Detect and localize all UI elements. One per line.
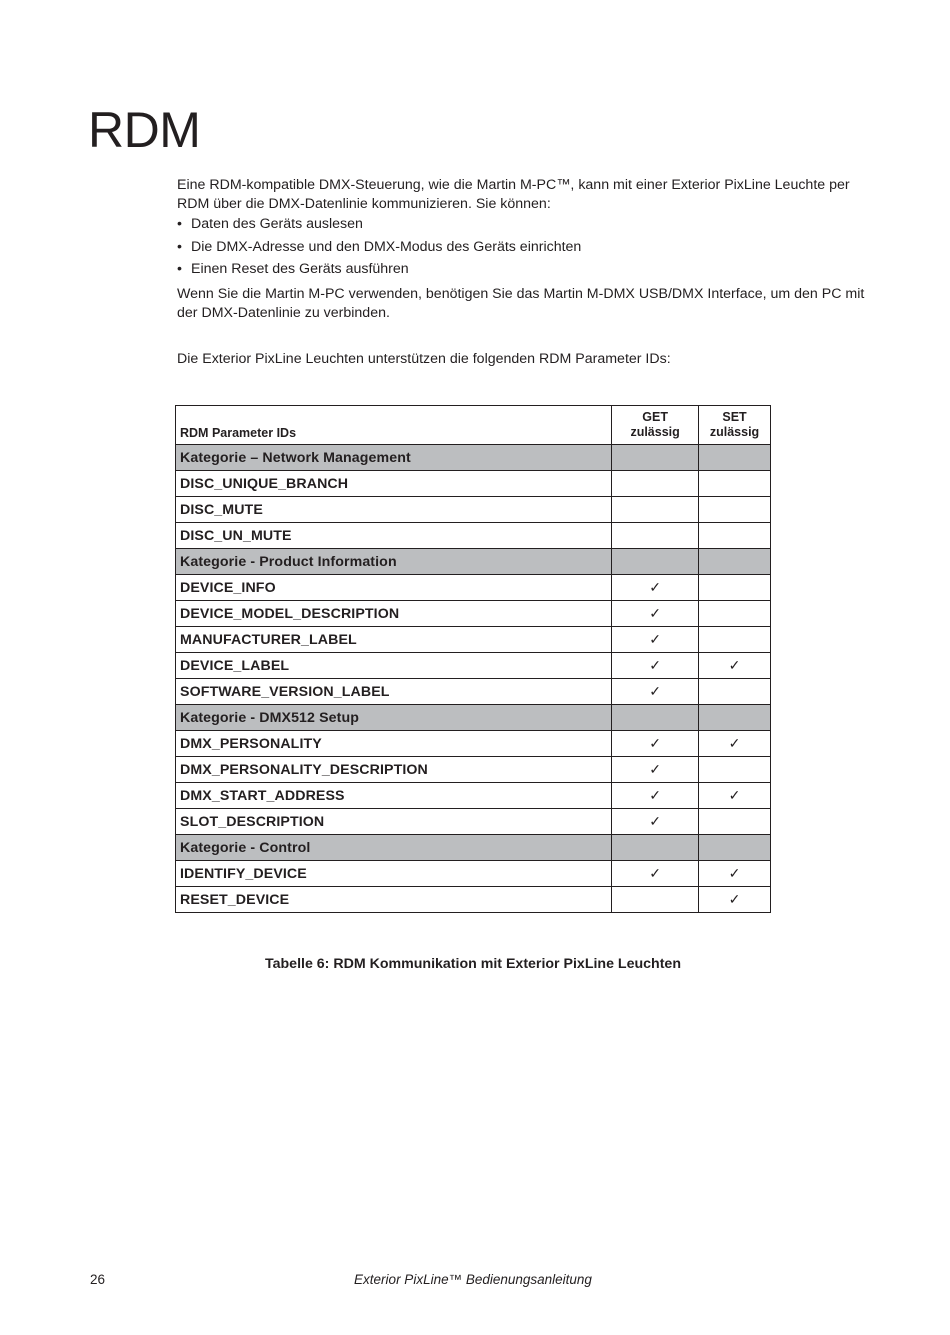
capabilities-list xyxy=(177,215,581,283)
get-allowed-cell xyxy=(612,757,699,783)
get-allowed-cell xyxy=(612,523,699,549)
table-row xyxy=(176,731,771,757)
checkmark-icon: ✓ xyxy=(649,761,661,777)
set-allowed-cell xyxy=(699,627,771,653)
category-label: Kategorie - Product Information xyxy=(176,549,612,575)
checkmark-icon: ✓ xyxy=(649,631,661,647)
checkmark-icon: ✓ xyxy=(649,735,661,751)
get-allowed-cell xyxy=(612,653,699,679)
set-allowed-cell xyxy=(699,549,771,575)
checkmark-icon: ✓ xyxy=(728,891,741,907)
parameter-id: DMX_PERSONALITY_DESCRIPTION xyxy=(176,757,612,783)
set-allowed-cell xyxy=(699,835,771,861)
parameter-id: DEVICE_INFO xyxy=(176,575,612,601)
checkmark-icon: ✓ xyxy=(728,787,741,803)
column-header-get-line2: zulässig xyxy=(630,425,680,439)
list-item xyxy=(177,215,581,238)
parameter-id: DISC_MUTE xyxy=(176,497,612,523)
page-number: 26 xyxy=(90,1272,106,1287)
table-row xyxy=(176,471,771,497)
checkmark-icon: ✓ xyxy=(649,683,661,699)
list-item xyxy=(177,260,581,283)
parameter-id: DISC_UNIQUE_BRANCH xyxy=(176,471,612,497)
parameter-id: SOFTWARE_VERSION_LABEL xyxy=(176,679,612,705)
column-header-parameter: RDM Parameter IDs xyxy=(176,406,612,445)
get-allowed-cell xyxy=(612,783,699,809)
category-row xyxy=(176,445,771,471)
checkmark-icon: ✓ xyxy=(649,865,661,881)
table-caption: Tabelle 6: RDM Kommunikation mit Exterior PixLine Leuchten xyxy=(265,956,681,972)
checkmark-icon: ✓ xyxy=(649,657,661,673)
table-row xyxy=(176,861,771,887)
table-row xyxy=(176,575,771,601)
get-allowed-cell xyxy=(612,445,699,471)
set-allowed-cell xyxy=(699,809,771,835)
column-header-set xyxy=(699,406,771,445)
bullet-icon: • xyxy=(177,216,182,232)
page-title: RDM xyxy=(88,102,201,158)
list-item-text: Einen Reset des Geräts ausführen xyxy=(191,261,409,277)
set-allowed-cell xyxy=(699,575,771,601)
set-allowed-cell xyxy=(699,783,771,809)
checkmark-icon: ✓ xyxy=(728,657,741,673)
get-allowed-cell xyxy=(612,549,699,575)
parameter-id: DMX_PERSONALITY xyxy=(176,731,612,757)
set-allowed-cell xyxy=(699,653,771,679)
set-allowed-cell xyxy=(699,445,771,471)
parameter-id: IDENTIFY_DEVICE xyxy=(176,861,612,887)
table-row xyxy=(176,627,771,653)
get-allowed-cell xyxy=(612,471,699,497)
list-item xyxy=(177,238,581,261)
table-row xyxy=(176,523,771,549)
get-allowed-cell xyxy=(612,809,699,835)
list-item-text: Die DMX-Adresse und den DMX-Modus des Geräts einrichten xyxy=(191,238,582,255)
parameter-id: DMX_START_ADDRESS xyxy=(176,783,612,809)
set-allowed-cell xyxy=(699,523,771,549)
checkmark-icon: ✓ xyxy=(649,579,661,595)
set-allowed-cell xyxy=(699,497,771,523)
get-allowed-cell xyxy=(612,861,699,887)
set-allowed-cell xyxy=(699,887,771,913)
table-row xyxy=(176,497,771,523)
bullet-icon: • xyxy=(177,238,182,255)
list-item-text: Daten des Geräts auslesen xyxy=(191,216,363,232)
parameter-id: DEVICE_MODEL_DESCRIPTION xyxy=(176,601,612,627)
column-header-set-line2: zulässig xyxy=(709,425,760,439)
set-allowed-cell xyxy=(699,601,771,627)
checkmark-icon: ✓ xyxy=(649,813,661,829)
table-row xyxy=(176,601,771,627)
get-allowed-cell xyxy=(612,731,699,757)
set-allowed-cell xyxy=(699,861,771,887)
category-label: Kategorie - Control xyxy=(176,835,612,861)
get-allowed-cell xyxy=(612,627,699,653)
get-allowed-cell xyxy=(612,575,699,601)
get-allowed-cell xyxy=(612,835,699,861)
checkmark-icon: ✓ xyxy=(728,735,741,751)
parameter-id: SLOT_DESCRIPTION xyxy=(176,809,612,835)
table-row xyxy=(176,679,771,705)
category-row xyxy=(176,549,771,575)
set-allowed-cell xyxy=(699,731,771,757)
column-header-get-line1: GET xyxy=(642,409,668,424)
checkmark-icon: ✓ xyxy=(728,865,741,881)
table-body xyxy=(176,445,771,913)
rdm-parameter-table xyxy=(175,405,771,913)
get-allowed-cell xyxy=(612,601,699,627)
get-allowed-cell xyxy=(612,679,699,705)
parameter-id: DEVICE_LABEL xyxy=(176,653,612,679)
set-allowed-cell xyxy=(699,679,771,705)
set-allowed-cell xyxy=(699,757,771,783)
parameter-id: DISC_UN_MUTE xyxy=(176,523,612,549)
table-intro-paragraph: Die Exterior PixLine Leuchten unterstützen die folgenden RDM Parameter IDs: xyxy=(177,351,671,367)
get-allowed-cell xyxy=(612,497,699,523)
parameter-id: MANUFACTURER_LABEL xyxy=(176,627,612,653)
column-header-set-line1: SET xyxy=(722,409,747,424)
table-row xyxy=(176,757,771,783)
table-row xyxy=(176,809,771,835)
category-label: Kategorie – Network Management xyxy=(176,445,612,471)
get-allowed-cell xyxy=(612,705,699,731)
table-row xyxy=(176,653,771,679)
checkmark-icon: ✓ xyxy=(649,787,661,803)
checkmark-icon: ✓ xyxy=(649,605,661,621)
set-allowed-cell xyxy=(699,471,771,497)
category-row xyxy=(176,705,771,731)
bullet-icon: • xyxy=(177,261,182,277)
parameter-id: RESET_DEVICE xyxy=(176,887,612,913)
table-row xyxy=(176,887,771,913)
footer-title: Exterior PixLine™ Bedienungsanleitung xyxy=(354,1272,592,1287)
intro-paragraph: Eine RDM-kompatible DMX-Steuerung, wie die Martin M-PC™, kann mit einer Exterior PixLine Leuchte per RDM über die DMX-Datenlinie kommunizieren. Sie können: xyxy=(177,177,850,212)
column-header-get xyxy=(612,406,699,445)
category-row xyxy=(176,835,771,861)
table-row xyxy=(176,783,771,809)
get-allowed-cell xyxy=(612,887,699,913)
category-label: Kategorie - DMX512 Setup xyxy=(176,705,612,731)
interface-paragraph: Wenn Sie die Martin M-PC verwenden, benötigen Sie das Martin M-DMX USB/DMX Interface, um den PC mit der DMX-Datenlinie zu verbinden. xyxy=(177,286,865,321)
set-allowed-cell xyxy=(699,705,771,731)
table-header-row xyxy=(176,406,771,445)
